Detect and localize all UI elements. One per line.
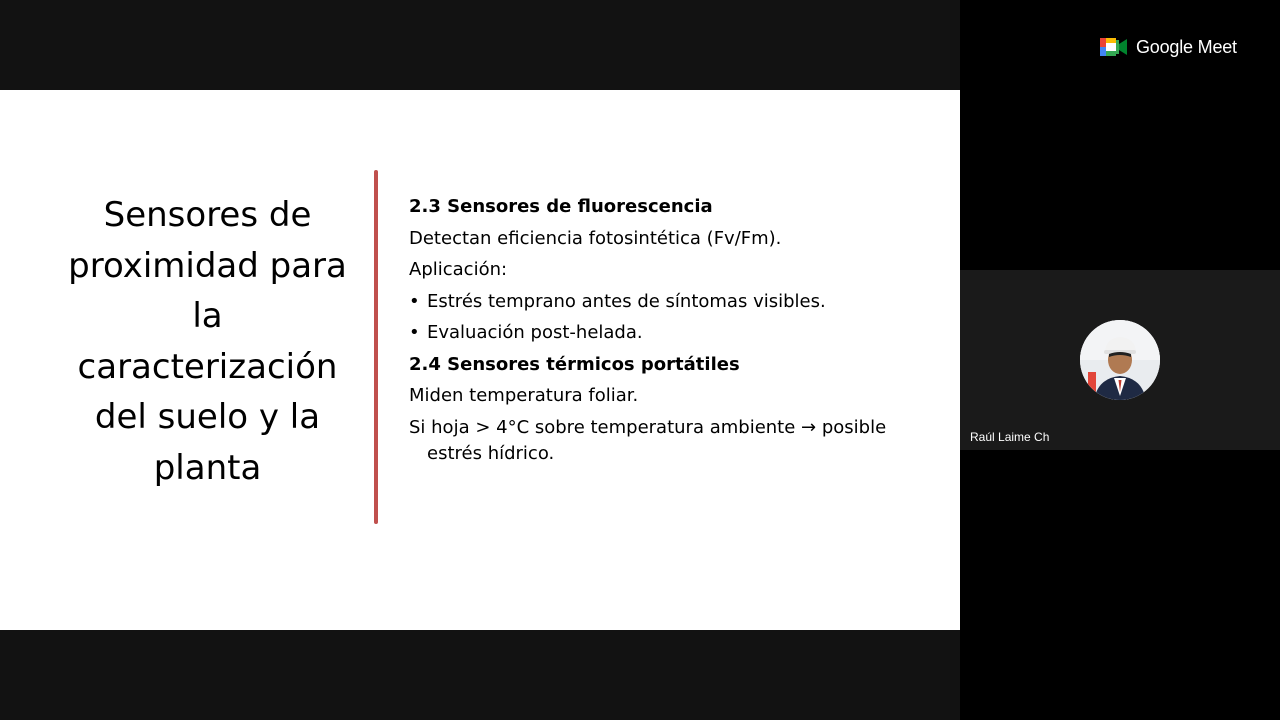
section-heading-thermal: 2.4 Sensores térmicos portátiles bbox=[409, 353, 740, 375]
slide-text-line: Si hoja > 4°C sobre temperatura ambiente → posible estrés hídrico. bbox=[409, 416, 887, 464]
bullet-icon: • bbox=[409, 322, 420, 343]
bullet-icon: • bbox=[409, 290, 420, 312]
bullet-text: Estrés temprano antes de síntomas visibles. bbox=[427, 290, 826, 312]
slide-title: Sensores de proximidad para la caracterización del suelo y la planta bbox=[68, 195, 347, 488]
google-meet-logo-icon bbox=[1100, 36, 1128, 58]
brand-name: Google Meet bbox=[1136, 36, 1237, 57]
participant-name: Raúl Laime Ch bbox=[970, 430, 1050, 444]
section-heading-fluorescence: 2.3 Sensores de fluorescencia bbox=[409, 196, 713, 217]
bullet-item bbox=[409, 320, 929, 352]
slide-content bbox=[409, 194, 929, 467]
participant-tile[interactable] bbox=[960, 270, 1280, 450]
slide-text-line: Detectan eficiencia fotosintética (Fv/Fm). bbox=[409, 227, 782, 249]
slide-divider bbox=[374, 170, 378, 524]
google-meet-brand bbox=[1100, 34, 1237, 60]
shared-slide bbox=[0, 90, 960, 630]
bullet-item bbox=[409, 289, 929, 321]
slide-text-line: Aplicación: bbox=[409, 259, 508, 280]
slide-text-line: Miden temperatura foliar. bbox=[409, 385, 639, 406]
participant-avatar bbox=[1080, 320, 1160, 400]
bullet-text: Evaluación post-helada. bbox=[427, 322, 643, 343]
